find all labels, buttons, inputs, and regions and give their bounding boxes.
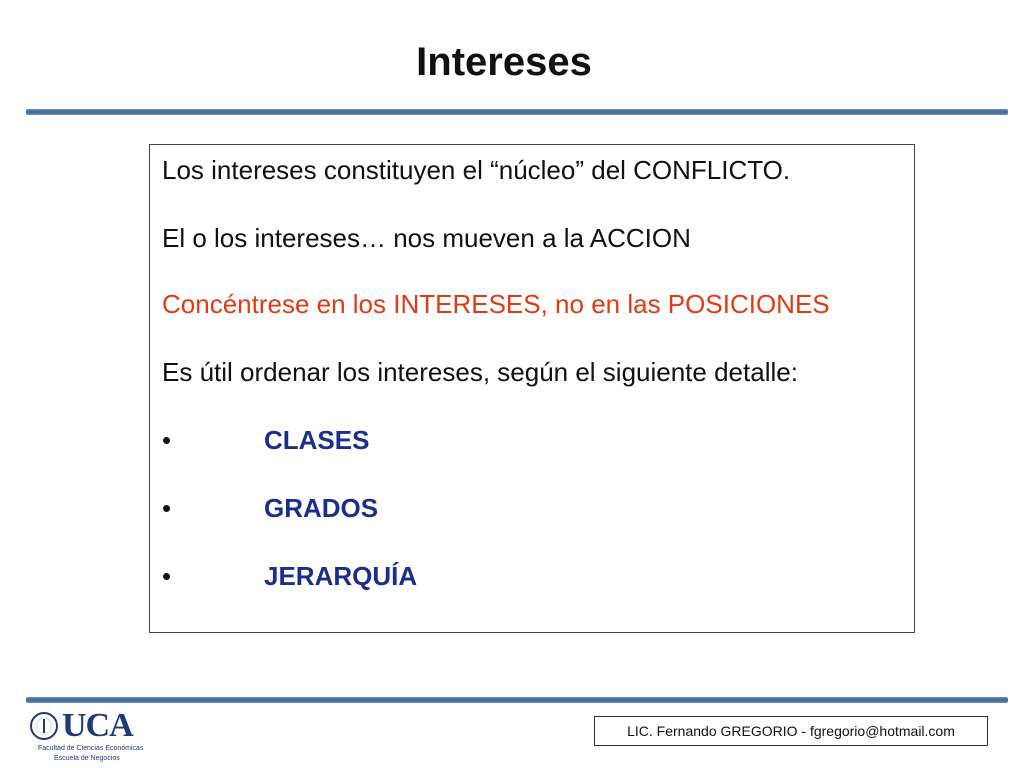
text-line-concentrese: Concéntrese en los INTERESES, no en las POSICIONES: [162, 289, 830, 319]
bullet-icon: •: [162, 561, 172, 591]
content-box: [149, 144, 915, 633]
logo-wordmark: UCA: [62, 707, 133, 744]
logo-faculty-text: Facultad de Ciencias Económicas: [38, 745, 144, 752]
text-line-nucleo: Los intereses constituyen el “núcleo” del CONFLICTO.: [162, 155, 791, 185]
bottom-divider: [26, 697, 1008, 703]
bullet-icon: •: [162, 493, 172, 523]
bullet-label: GRADOS: [264, 493, 379, 523]
top-divider: [26, 109, 1008, 115]
author-credit: LIC. Fernando GREGORIO - fgregorio@hotmail.com: [594, 716, 988, 746]
text-line-ordenar: Es útil ordenar los intereses, según el siguiente detalle:: [162, 357, 798, 387]
bullet-label: CLASES: [264, 425, 370, 455]
logo-school-text: Escuela de Negocios: [54, 755, 120, 762]
text-line-accion: El o los intereses… nos mueven a la ACCION: [162, 223, 691, 253]
bullet-label: JERARQUÍA: [264, 561, 418, 591]
bullet-icon: •: [162, 425, 172, 455]
uca-logo: [28, 707, 168, 767]
slide-title: Intereses: [416, 40, 592, 84]
seal-icon: [30, 712, 58, 740]
